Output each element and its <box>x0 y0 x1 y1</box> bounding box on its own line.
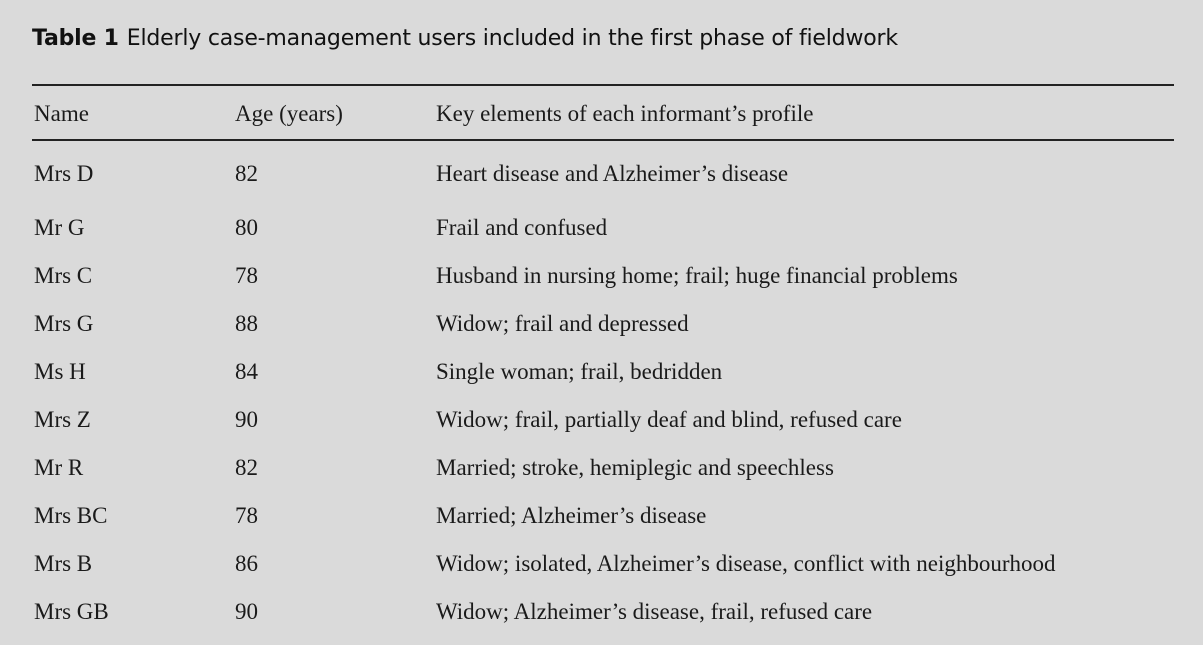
cell-age: 84 <box>235 359 258 384</box>
cell-profile: Frail and confused <box>436 215 608 240</box>
cell-profile: Married; Alzheimer’s disease <box>436 503 707 528</box>
table-caption <box>32 26 898 51</box>
cell-name: Mr R <box>34 455 84 480</box>
table-row <box>32 300 1174 348</box>
table-row <box>32 444 1174 492</box>
cell-name: Mrs D <box>34 161 94 186</box>
cell-age: 82 <box>235 455 258 480</box>
table-row <box>32 140 1174 204</box>
table-row <box>32 540 1174 588</box>
cell-profile: Married; stroke, hemiplegic and speechless <box>436 455 834 480</box>
cell-name: Ms H <box>34 359 86 384</box>
cell-profile: Widow; frail and depressed <box>436 311 689 336</box>
top-rule <box>32 84 1174 86</box>
cell-name: Mrs BC <box>34 503 108 528</box>
cell-name: Mrs Z <box>34 407 91 432</box>
cell-profile: Husband in nursing home; frail; huge financial problems <box>436 263 958 288</box>
cell-name: Mrs C <box>34 263 93 288</box>
table-row <box>32 252 1174 300</box>
cell-age: 90 <box>235 407 258 432</box>
cell-profile: Heart disease and Alzheimer’s disease <box>436 161 789 186</box>
cell-age: 82 <box>235 161 258 186</box>
table-row <box>32 348 1174 396</box>
cell-name: Mrs G <box>34 311 94 336</box>
cell-profile: Widow; Alzheimer’s disease, frail, refused care <box>436 599 873 624</box>
header-profile: Key elements of each informant’s profile <box>436 101 814 126</box>
table-title: Elderly case-management users included in the first phase of fieldwork <box>126 26 898 51</box>
table-row <box>32 588 1174 636</box>
cell-profile: Single woman; frail, bedridden <box>436 359 723 384</box>
cell-age: 86 <box>235 551 258 576</box>
cell-age: 88 <box>235 311 258 336</box>
table-row <box>32 492 1174 540</box>
table-label: Table 1 <box>32 26 119 51</box>
table-row <box>32 396 1174 444</box>
table-header-row <box>32 88 1174 140</box>
cell-name: Mrs GB <box>34 599 109 624</box>
cell-age: 78 <box>235 263 258 288</box>
header-age: Age (years) <box>235 101 343 126</box>
cell-age: 78 <box>235 503 258 528</box>
informants-table <box>32 88 1174 636</box>
cell-age: 80 <box>235 215 258 240</box>
cell-profile: Widow; frail, partially deaf and blind, refused care <box>436 407 902 432</box>
cell-name: Mr G <box>34 215 85 240</box>
cell-profile: Widow; isolated, Alzheimer’s disease, conflict with neighbourhood <box>436 551 1056 576</box>
table-row <box>32 204 1174 252</box>
cell-age: 90 <box>235 599 258 624</box>
cell-name: Mrs B <box>34 551 93 576</box>
header-name: Name <box>34 101 89 126</box>
